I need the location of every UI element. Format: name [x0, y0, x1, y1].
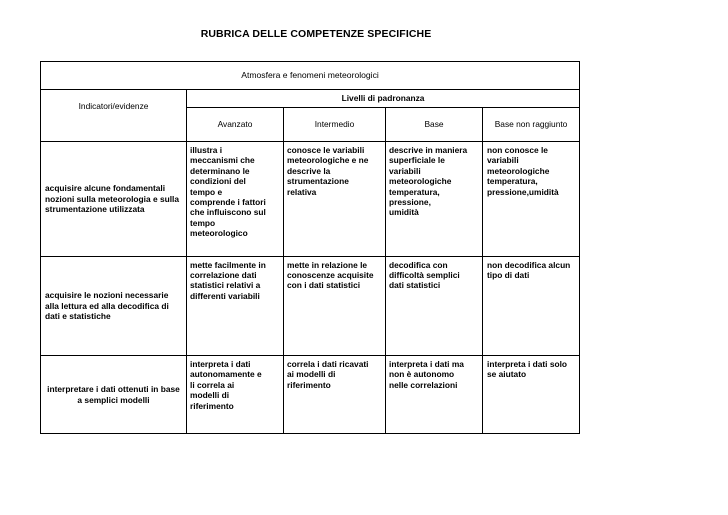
topic-header: Atmosfera e fenomeni meteorologici: [41, 62, 580, 90]
descriptor-cell: [187, 256, 284, 355]
descriptor-text: interpreta i dati ma non è autonomo nelle correlazioni: [389, 359, 464, 390]
document-title: RUBRICA DELLE COMPETENZE SPECIFICHE: [200, 28, 432, 40]
descriptor-text: non conosce le variabili meteorologiche temperatura, pressione,umidità: [487, 144, 559, 197]
indicators-header: [41, 89, 187, 141]
descriptor-text: descrive in maniera superficiale le variabili meteorologiche temperatura, pressione, umidità: [389, 144, 468, 218]
descriptor-text: interpreta i dati solo se aiutato: [487, 359, 568, 380]
level-intermediate: Intermedio: [284, 108, 386, 142]
indicators-header-label: Indicatori/evidenze: [78, 101, 149, 112]
descriptor-cell: [386, 256, 483, 355]
descriptor-cell: [483, 256, 580, 355]
descriptor-text: mette facilmente in correlazione dati statistici relativi a differenti variabili: [190, 259, 266, 301]
descriptor-cell: [483, 141, 580, 256]
descriptor-cell: [284, 141, 386, 256]
descriptor-text: mette in relazione le conoscenze acquisite con i dati statistici: [287, 259, 374, 291]
descriptor-text: interpreta i dati autonomamente e li correla ai modelli di riferimento: [190, 359, 262, 411]
descriptor-cell: [386, 356, 483, 434]
descriptor-cell: [187, 356, 284, 434]
descriptor-cell: [187, 141, 284, 256]
descriptor-cell: [284, 256, 386, 355]
levels-header: Livelli di padronanza: [187, 89, 580, 107]
rubric-table: [40, 61, 580, 434]
descriptor-text: conosce le variabili meteorologiche e ne descrive la strumentazione relativa: [287, 144, 369, 197]
descriptor-text: decodifica con difficoltà semplici dati statistici: [389, 259, 460, 291]
descriptor-text: correla i dati ricavati ai modelli di riferimento: [287, 359, 369, 390]
descriptor-text: illustra i meccanismi che determinano le condizioni del tempo e comprende i fattori che influiscono sul tempo meteorologico: [190, 144, 266, 239]
level-not-reached: Base non raggiunto: [483, 108, 580, 142]
indicator-cell: interpretare i dati ottenuti in base a semplici modelli: [41, 356, 187, 434]
table-row: [41, 141, 580, 256]
indicator-cell: acquisire le nozioni necessarie alla lettura ed alla decodifica di dati e statistiche: [41, 256, 187, 355]
level-advanced: Avanzato: [187, 108, 284, 142]
descriptor-cell: [284, 356, 386, 434]
descriptor-cell: [483, 356, 580, 434]
table-row: [41, 256, 580, 355]
descriptor-cell: [386, 141, 483, 256]
level-basic: Base: [386, 108, 483, 142]
indicator-cell: acquisire alcune fondamentali nozioni sulla meteorologia e sulla strumentazione utilizzata: [41, 141, 187, 256]
descriptor-text: non decodifica alcun tipo di dati: [487, 259, 571, 281]
table-row: [41, 356, 580, 434]
